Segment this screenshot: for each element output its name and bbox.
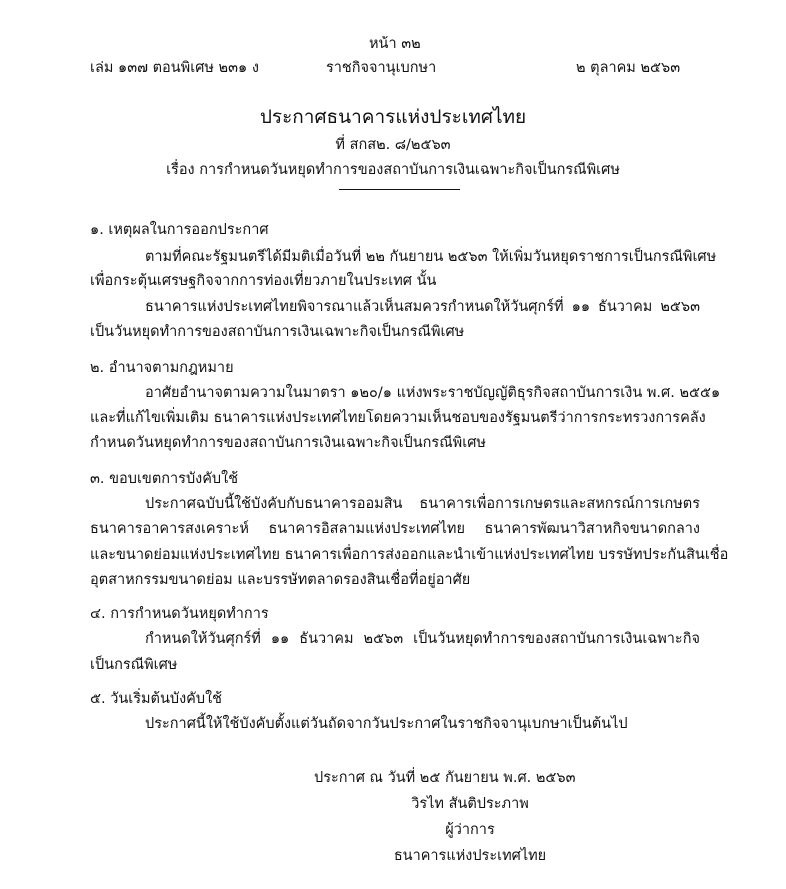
document-title: ประกาศธนาคารแห่งประเทศไทย bbox=[259, 106, 527, 128]
section-3-heading: ๓. ขอบเขตการบังคับใช้ bbox=[90, 471, 239, 487]
section-5-line-1: ประกาศนี้ให้ใช้บังคับตั้งแต่วันถัดจากวันประกาศในราชกิจจานุเบกษาเป็นต้นไป bbox=[145, 716, 628, 732]
section-3-line-4: อุตสาหกรรมขนาดย่อม และบรรษัทตลาดรองสินเชื่อที่อยู่อาศัย bbox=[90, 572, 471, 588]
section-4-line-2: เป็นกรณีพิเศษ bbox=[90, 657, 178, 673]
title-divider bbox=[339, 189, 460, 190]
section-1-line-2: เพื่อกระตุ้นเศรษฐกิจจากการท่องเที่ยวภายในประเทศ นั้น bbox=[90, 273, 437, 289]
announcement-date: ประกาศ ณ วันที่ ๒๕ กันยายน พ.ศ. ๒๕๖๓ bbox=[314, 770, 576, 786]
document-number: ที่ สกส๒. ๘/๒๕๖๓ bbox=[335, 137, 451, 153]
gazette-volume: เล่ม ๑๓๗ ตอนพิเศษ ๒๓๑ ง bbox=[90, 60, 259, 76]
section-2-line-2: และที่แก้ไขเพิ่มเติม ธนาคารแห่งประเทศไทยโดยความเห็นชอบของรัฐมนตรีว่าการกระทรวงการคลัง bbox=[90, 410, 706, 426]
section-5-heading: ๕. วันเริ่มต้นบังคับใช้ bbox=[90, 691, 222, 707]
section-4-line-1: กำหนดให้วันศุกร์ที่ ๑๑ ธันวาคม ๒๕๖๓ เป็นวันหยุดทำการของสถาบันการเงินเฉพาะกิจ bbox=[145, 631, 700, 647]
section-3-line-3: และขนาดย่อมแห่งประเทศไทย ธนาคารเพื่อการส่งออกและนำเข้าแห่งประเทศไทย บรรษัทประกันสินเชื่อ bbox=[90, 547, 729, 563]
section-4-heading: ๔. การกำหนดวันหยุดทำการ bbox=[90, 606, 269, 622]
document-subject: เรื่อง การกำหนดวันหยุดทำการของสถาบันการเงินเฉพาะกิจเป็นกรณีพิเศษ bbox=[166, 162, 620, 178]
signatory-organization: ธนาคารแห่งประเทศไทย bbox=[393, 848, 547, 864]
section-2-heading: ๒. อำนาจตามกฎหมาย bbox=[90, 360, 234, 376]
gazette-date: ๒ ตุลาคม ๒๕๖๓ bbox=[576, 60, 681, 76]
gazette-name: ราชกิจจานุเบกษา bbox=[326, 60, 437, 76]
section-3-line-2: ธนาคารอาคารสงเคราะห์ ธนาคารอิสลามแห่งประเทศไทย ธนาคารพัฒนาวิสาหกิจขนาดกลาง bbox=[90, 521, 700, 537]
section-2-line-3: กำหนดวันหยุดทำการของสถาบันการเงินเฉพาะกิจเป็นกรณีพิเศษ bbox=[90, 435, 486, 451]
section-2-line-1: อาศัยอำนาจตามความในมาตรา ๑๒๐/๑ แห่งพระราชบัญญัติธุรกิจสถาบันการเงิน พ.ศ. ๒๕๕๑ bbox=[145, 385, 721, 401]
signatory-position: ผู้ว่าการ bbox=[445, 822, 495, 838]
signatory-name: วิรไท สันติประภาพ bbox=[411, 796, 529, 812]
section-1-line-1: ตามที่คณะรัฐมนตรีได้มีมติเมื่อวันที่ ๒๒ กันยายน ๒๕๖๓ ให้เพิ่มวันหยุดราชการเป็นกรณีพิเศษ bbox=[145, 249, 717, 265]
section-1-line-4: เป็นวันหยุดทำการของสถาบันการเงินเฉพาะกิจเป็นกรณีพิเศษ bbox=[90, 324, 465, 340]
section-1-heading: ๑. เหตุผลในการออกประกาศ bbox=[90, 222, 269, 238]
section-1-line-3: ธนาคารแห่งประเทศไทยพิจารณาแล้วเห็นสมควรกำหนดให้วันศุกร์ที่ ๑๑ ธันวาคม ๒๕๖๓ bbox=[145, 299, 700, 315]
page-number: หน้า ๓๒ bbox=[369, 36, 421, 52]
section-3-line-1: ประกาศฉบับนี้ใช้บังคับกับธนาคารออมสิน ธนาคารเพื่อการเกษตรและสหกรณ์การเกษตร bbox=[145, 496, 700, 512]
